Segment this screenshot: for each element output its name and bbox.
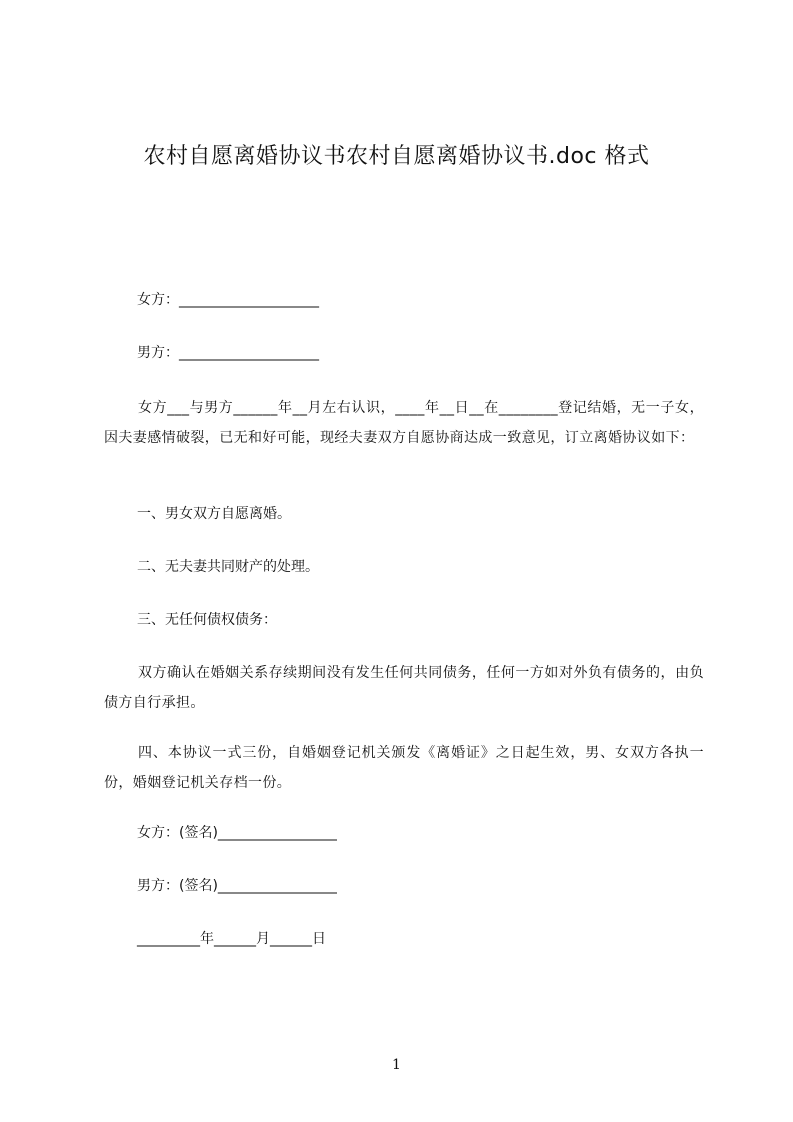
date-line: _________年______月______日 bbox=[137, 931, 326, 947]
female-signature-line: 女方：(签名)_________________ bbox=[137, 825, 337, 841]
intro-paragraph: 女方___与男方______年__月左右认识，____年__日__在________登记结婚，无一子女，因夫妻感情破裂，已无和好可能，现经夫妻双方自愿协商达成一致意见，订立离婚协议如下： bbox=[104, 400, 704, 446]
clause-2: 二、无夫妻共同财产的处理。 bbox=[137, 559, 319, 575]
debt-paragraph: 双方确认在婚姻关系存续期间没有发生任何共同债务，任何一方如对外负有债务的，由负债方自行承担。 bbox=[104, 665, 704, 711]
male-signature-line: 男方：(签名)_________________ bbox=[137, 878, 337, 894]
page-number: 1 bbox=[392, 1057, 401, 1073]
female-party-line: 女方：____________________ bbox=[137, 292, 319, 308]
clause-1: 一、男女双方自愿离婚。 bbox=[137, 506, 291, 522]
clause-4-paragraph: 四、本协议一式三份，自婚姻登记机关颁发《离婚证》之日起生效，男、女双方各执一份，婚姻登记机关存档一份。 bbox=[104, 745, 704, 791]
male-party-line: 男方：____________________ bbox=[137, 345, 319, 361]
document-title: 农村自愿离婚协议书农村自愿离婚协议书.doc 格式 bbox=[143, 144, 650, 169]
clause-3: 三、无任何债权债务： bbox=[137, 612, 277, 628]
